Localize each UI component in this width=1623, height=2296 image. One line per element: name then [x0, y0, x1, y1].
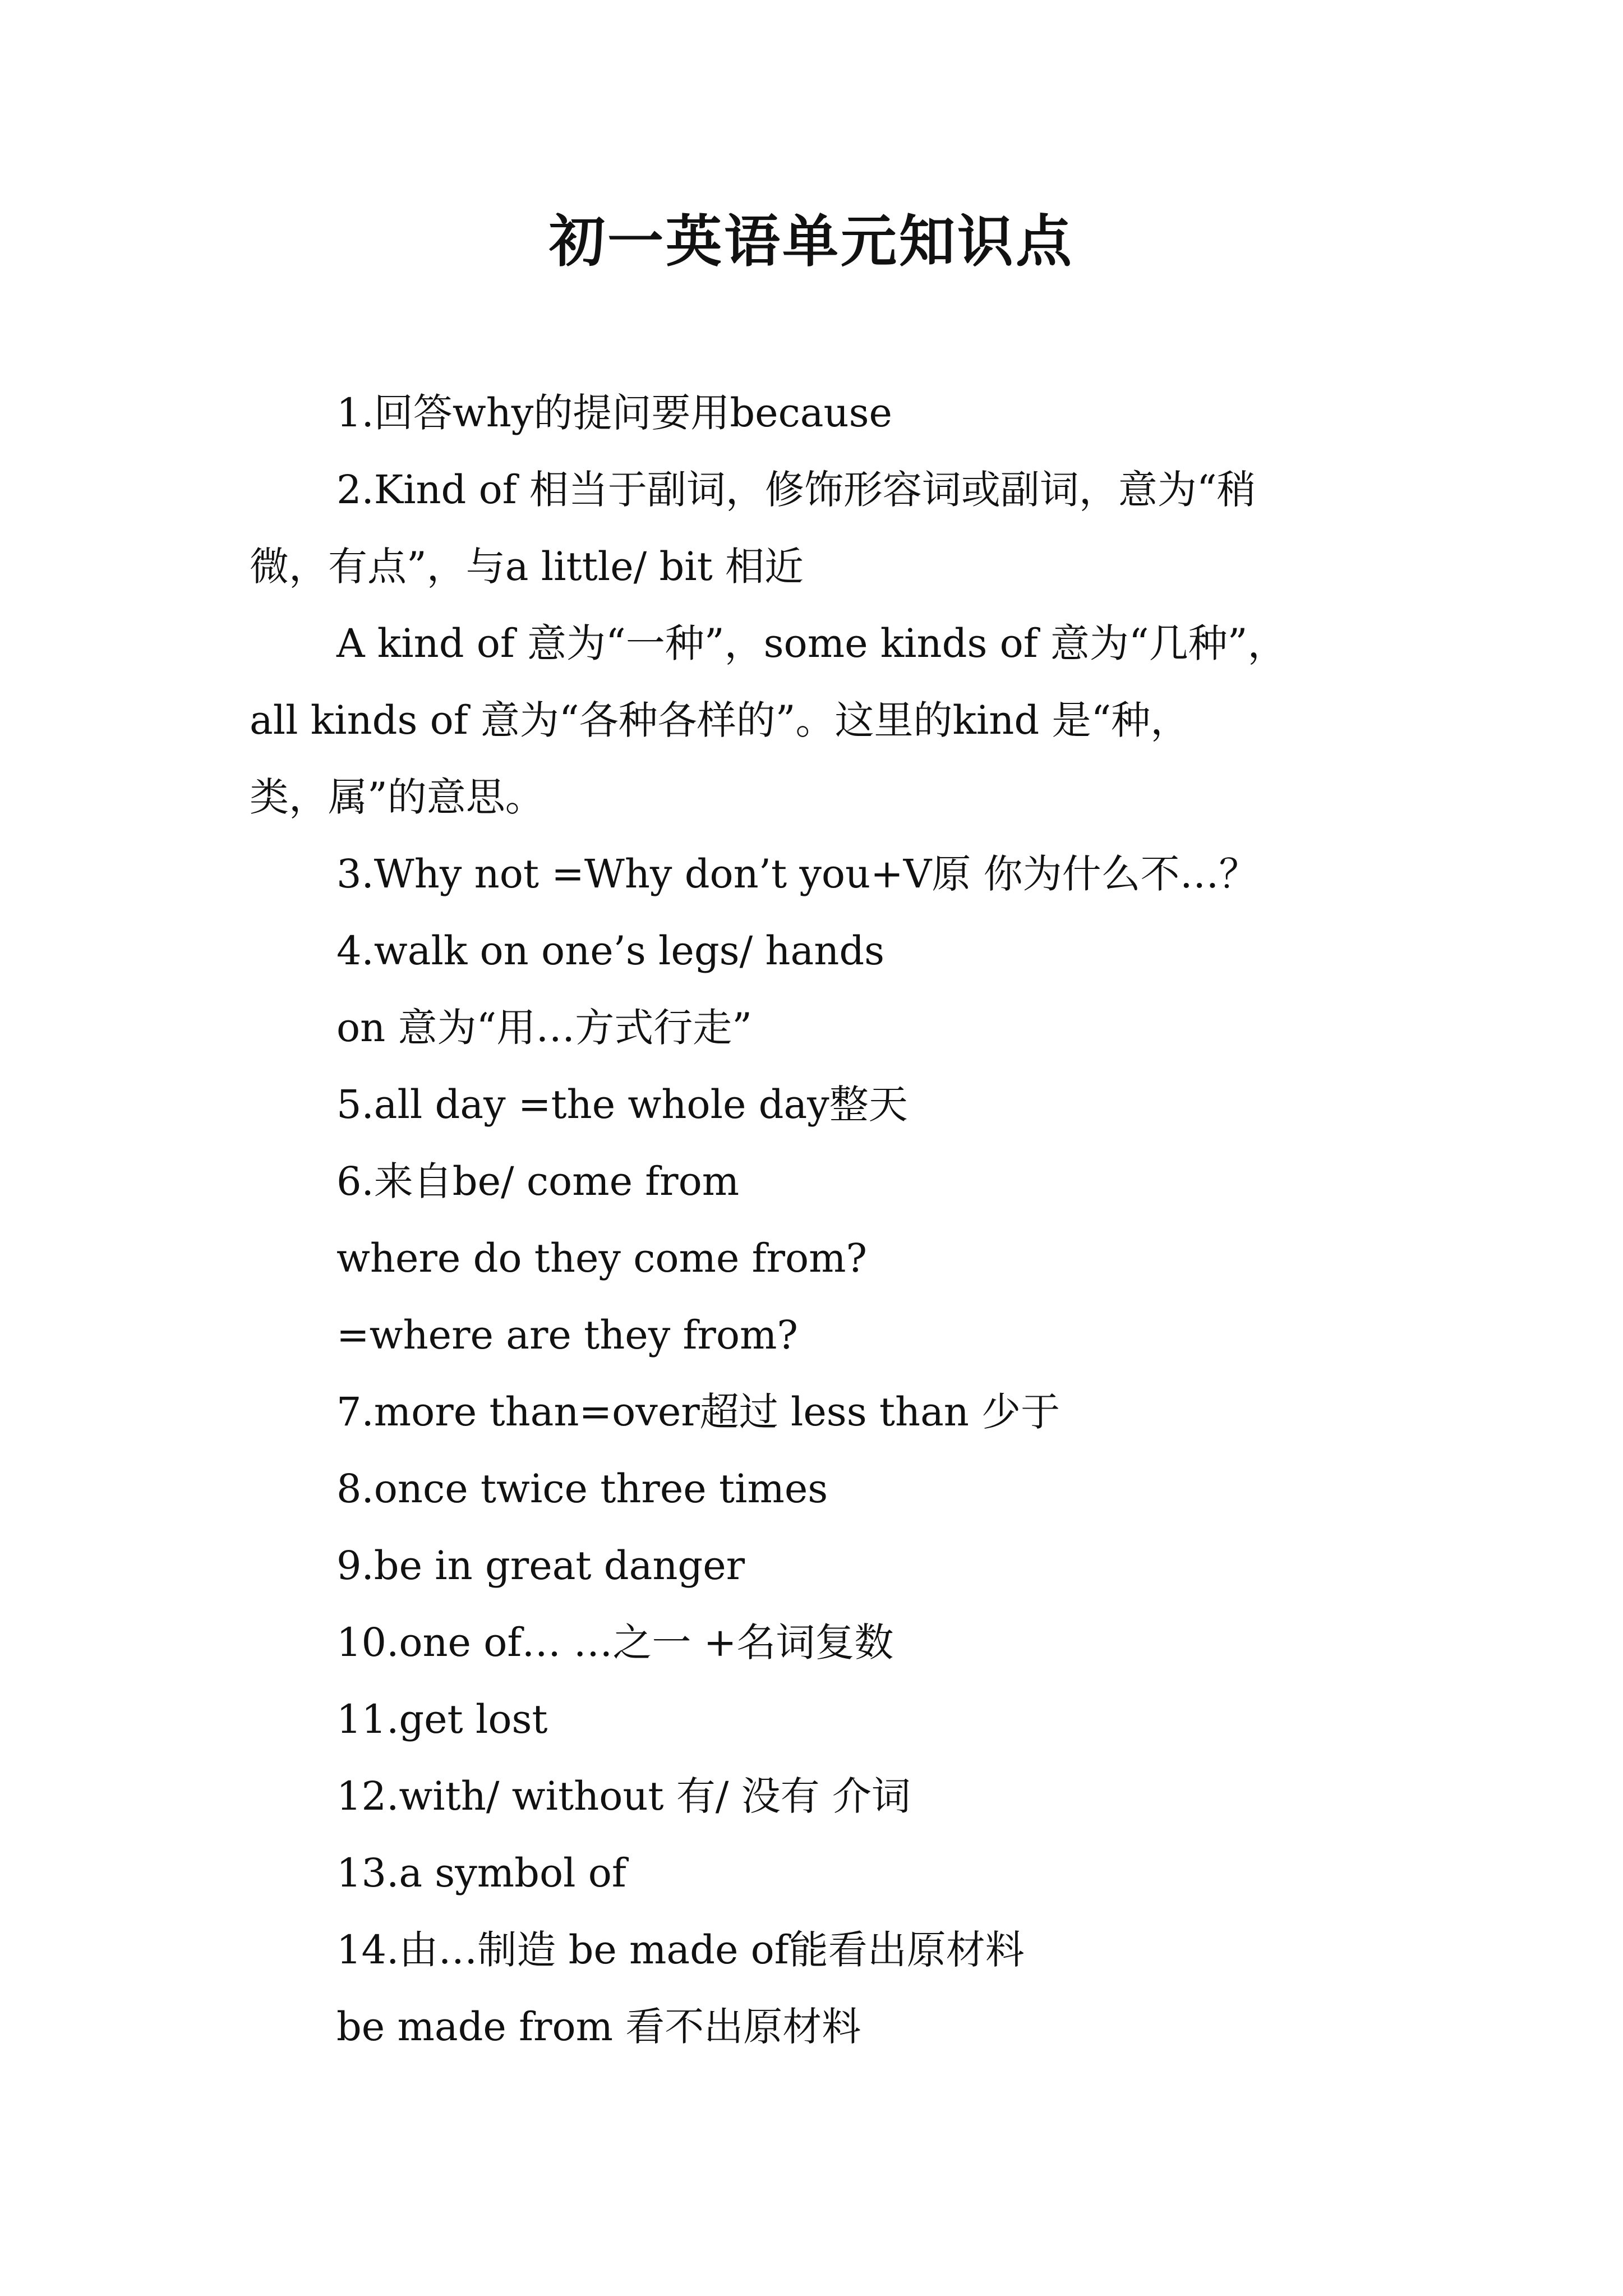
text-line	[0, 1835, 1623, 1912]
line-text: 11.get lost	[336, 1696, 548, 1742]
text-line	[0, 1758, 1623, 1835]
text-line	[0, 375, 1623, 452]
text-line	[0, 759, 1623, 836]
text-line	[0, 990, 1623, 1066]
line-text: 类，属”的意思。	[250, 774, 545, 820]
text-line	[0, 1681, 1623, 1758]
text-line	[0, 1374, 1623, 1451]
line-text: 微，有点”，与a little/ bit 相近	[250, 544, 804, 590]
line-text: 14.由…制造 be made of能看出原材料	[336, 1927, 1025, 1973]
line-text: 7.more than=over超过 less than 少于	[336, 1389, 1061, 1435]
line-text: 1.回答why的提问要用because	[336, 390, 892, 436]
text-line	[0, 682, 1623, 759]
text-line	[0, 1297, 1623, 1374]
text-line	[0, 528, 1623, 605]
line-text: 3.Why not =Why don’t you+V原 你为什么不…？	[336, 851, 1258, 897]
line-text: 8.once twice three times	[336, 1466, 828, 1512]
text-line	[0, 1143, 1623, 1220]
text-line	[0, 1451, 1623, 1527]
line-text: be made from 看不出原材料	[336, 2004, 861, 2050]
line-text: A kind of 意为“一种”，some kinds of 意为“几种”，	[336, 620, 1287, 666]
line-text: =where are they from?	[336, 1312, 798, 1358]
line-text: 12.with/ without 有/ 没有 介词	[336, 1773, 911, 1819]
text-line	[0, 452, 1623, 528]
text-line	[0, 605, 1623, 682]
text-line	[0, 1220, 1623, 1297]
document-body	[0, 375, 1623, 2065]
line-text: 9.be in great danger	[336, 1543, 745, 1589]
text-line	[0, 1912, 1623, 1989]
text-line	[0, 1527, 1623, 1604]
line-text: on 意为“用…方式行走”	[336, 1005, 753, 1051]
line-text: 6.来自be/ come from	[336, 1158, 740, 1204]
line-text: all kinds of 意为“各种各样的”。这里的kind 是“种，	[250, 697, 1190, 743]
page-title: 初一英语单元知识点	[549, 208, 1074, 274]
line-text: 13.a symbol of	[336, 1850, 626, 1896]
text-line	[0, 836, 1623, 913]
line-text: 4.walk on one’s legs/ hands	[336, 928, 885, 974]
text-line	[0, 913, 1623, 990]
line-text: 10.one of… …之一 +名词复数	[336, 1619, 894, 1665]
text-line	[0, 1066, 1623, 1143]
line-text: 5.all day =the whole day整天	[336, 1082, 908, 1128]
text-line	[0, 1604, 1623, 1681]
line-text: where do they come from?	[336, 1235, 868, 1281]
text-line	[0, 1989, 1623, 2065]
line-text: 2.Kind of 相当于副词，修饰形容词或副词，意为“稍	[336, 467, 1256, 513]
